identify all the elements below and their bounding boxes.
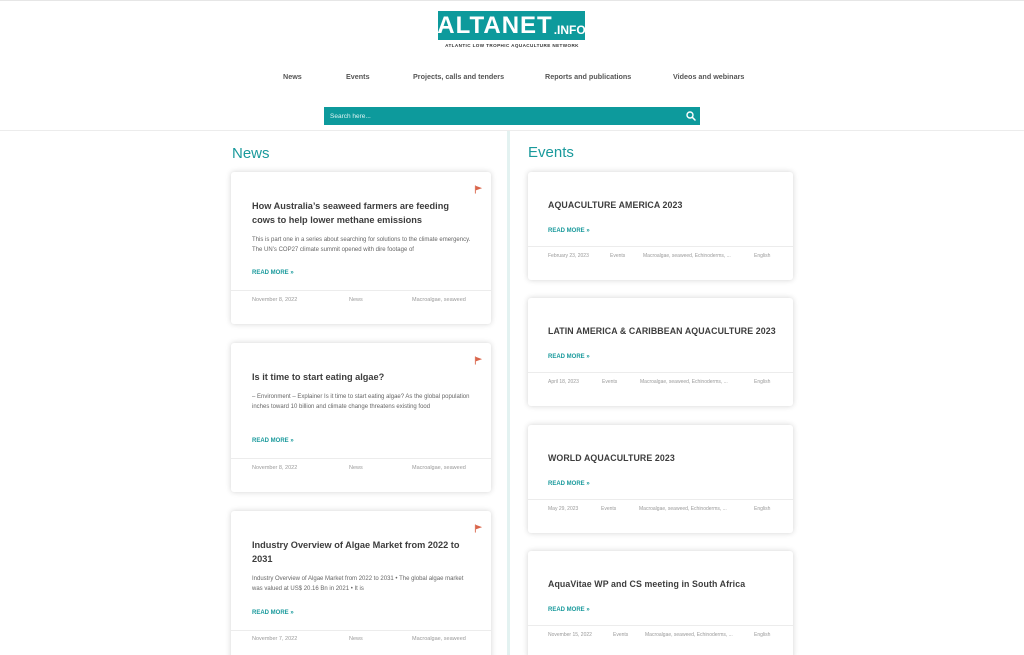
top-border [0,0,1024,1]
event-card [528,551,793,655]
search-bar [324,107,700,125]
news-excerpt: Industry Overview of Algae Market from 2022 to 2031 • The global algae market was valued at US$ 20.16 Bn in 2021 • It is [252,576,464,592]
card-divider [528,625,793,626]
news-card [231,511,491,655]
event-tags[interactable]: Macroalgae, seaweed, Echinoderms, ... [639,506,727,512]
event-tags[interactable]: Macroalgae, seaweed, Echinoderms, ... [645,632,733,638]
read-more-link[interactable]: READ MORE » [252,270,294,276]
logo-main-text: ALTANET [437,12,553,39]
event-category[interactable]: Events [602,379,618,385]
event-title[interactable]: LATIN AMERICA & CARIBBEAN AQUACULTURE 2023 [548,326,776,336]
event-language: English [754,379,771,385]
event-category[interactable]: Events [610,253,626,259]
site-logo[interactable] [438,11,586,48]
flag-icon [474,524,483,533]
card-divider [231,458,491,459]
card-divider [528,246,793,247]
news-date: November 7, 2022 [252,636,298,642]
news-card [231,172,491,324]
nav-item-news[interactable]: News [283,72,302,81]
event-date: November 15, 2022 [548,632,592,638]
event-card [528,298,793,406]
main-nav [0,72,1024,84]
card-divider [528,372,793,373]
news-heading: News [232,145,270,162]
news-category[interactable]: News [349,636,363,642]
event-language: English [754,506,771,512]
event-date: February 23, 2023 [548,253,589,259]
event-date: May 29, 2023 [548,506,579,512]
nav-item-videos[interactable]: Videos and webinars [673,72,745,81]
news-title[interactable]: How Australia’s seaweed farmers are feeding cows to help lower methane emissions [252,201,449,225]
news-category[interactable]: News [349,465,363,471]
event-title[interactable]: AquaVitae WP and CS meeting in South Africa [548,579,746,589]
logo-tagline: ATLANTIC LOW TROPHIC AQUACULTURE NETWORK [445,43,579,48]
read-more-link[interactable]: READ MORE » [252,610,294,616]
search-icon[interactable] [682,107,700,125]
search-input[interactable] [324,107,682,125]
event-card [528,425,793,533]
nav-item-projects[interactable]: Projects, calls and tenders [413,72,505,81]
news-title[interactable]: Is it time to start eating algae? [252,372,385,382]
event-category[interactable]: Events [601,506,617,512]
card-divider [528,499,793,500]
header-divider [0,130,1024,131]
event-language: English [754,253,771,259]
news-tags[interactable]: Macroalgae, seaweed [412,636,466,642]
card-divider [231,630,491,631]
news-excerpt: This is part one in a series about searching for solutions to the climate emergency. The UN’s COP27 climate summit opened with dire footage of [252,237,471,253]
flag-icon [474,356,483,365]
events-heading: Events [528,144,574,161]
logo-suffix-text: .INFO [553,22,586,37]
read-more-link[interactable]: READ MORE » [252,438,294,444]
logo-box [438,11,585,40]
news-date: November 8, 2022 [252,297,298,303]
event-language: English [754,632,771,638]
news-card [231,343,491,492]
nav-item-reports[interactable]: Reports and publications [545,72,632,81]
news-date: November 8, 2022 [252,465,298,471]
flag-icon [474,185,483,194]
news-tags[interactable]: Macroalgae, seaweed [412,465,466,471]
event-card [528,172,793,280]
event-category[interactable]: Events [613,632,629,638]
event-date: April 18, 2023 [548,379,579,385]
event-tags[interactable]: Macroalgae, seaweed, Echinoderms, ... [643,253,731,259]
read-more-link[interactable]: READ MORE » [548,481,590,487]
read-more-link[interactable]: READ MORE » [548,607,590,613]
column-divider [507,131,510,655]
read-more-link[interactable]: READ MORE » [548,354,590,360]
news-category[interactable]: News [349,297,363,303]
card-divider [231,290,491,291]
event-title[interactable]: AQUACULTURE AMERICA 2023 [548,200,683,210]
news-excerpt: – Environment – Explainer Is it time to start eating algae? As the global population inches toward 10 billion and climate change threatens existing food [252,394,470,410]
nav-item-events[interactable]: Events [346,72,370,81]
event-tags[interactable]: Macroalgae, seaweed, Echinoderms, ... [640,379,728,385]
news-tags[interactable]: Macroalgae, seaweed [412,297,466,303]
news-title[interactable]: Industry Overview of Algae Market from 2022 to 2031 [252,540,460,564]
read-more-link[interactable]: READ MORE » [548,228,590,234]
event-title[interactable]: WORLD AQUACULTURE 2023 [548,453,675,463]
